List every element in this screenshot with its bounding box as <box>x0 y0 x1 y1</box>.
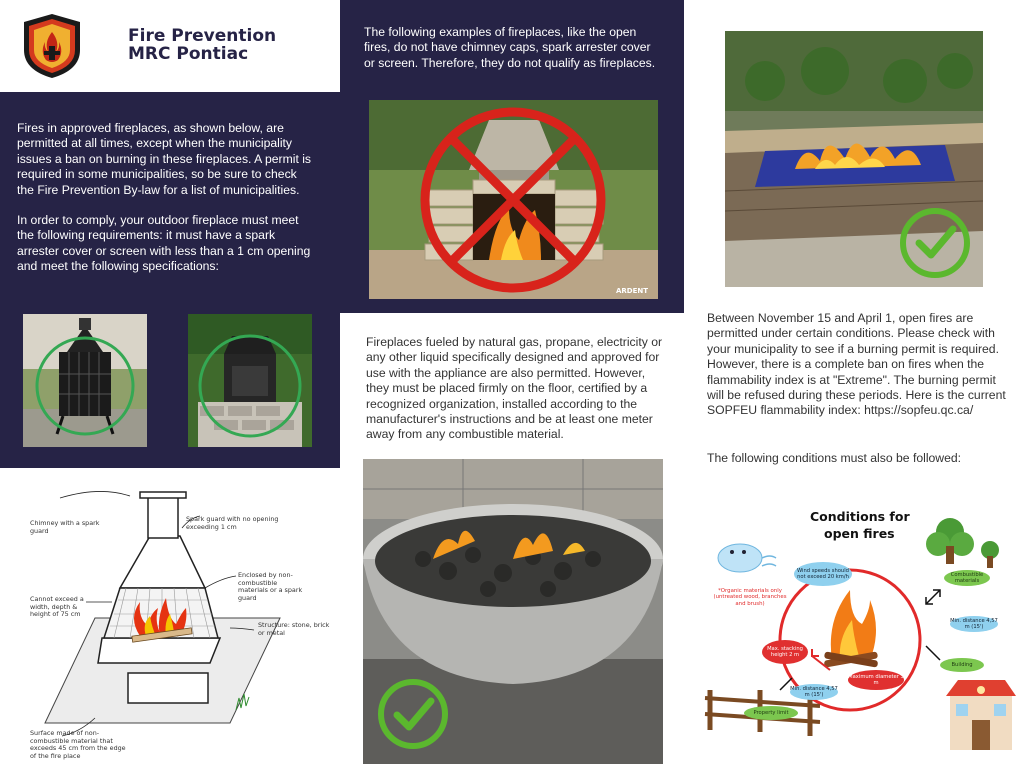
left-paragraph-1: Fires in approved fireplaces, as shown below, are permitted at all times, except when the municipality issues a ban on burning in these fireplaces. A permit is required in some municipalities, so be sure to check the Fire Prevention By-law for a list of municipalities. <box>17 121 312 197</box>
gas-fire-bowl-photo <box>363 459 663 764</box>
label-structure: Structure: stone, brick or metal <box>258 621 330 637</box>
middle-info-panel <box>340 0 684 313</box>
tag-min-distance-top: Min. distance 4,57 m (15') <box>950 618 998 630</box>
not-approved-fireplace-photo <box>369 100 658 299</box>
wind-cloud-icon <box>718 544 776 572</box>
gas-fire-pit-photo <box>725 31 983 287</box>
header <box>0 0 340 92</box>
label-surface: Surface made of non-combustible material that exceeds 45 cm from the edge of the fire place <box>30 729 126 760</box>
title-line-2: MRC Pontiac <box>128 44 249 64</box>
tree-icon <box>926 518 999 568</box>
approved-fireplace-photo-stone <box>188 314 312 447</box>
middle-paragraph-top: The following examples of fireplaces, like the open fires, do not have chimney caps, spark arrester cover or screen. Therefore, they do not qualify as fireplaces. <box>364 25 656 70</box>
tag-property-limit: Property limit <box>744 706 798 720</box>
tag-max-diameter: Maximum diameter 3 m <box>848 670 904 690</box>
tag-max-height: Max. stacking height 2 m <box>762 640 808 664</box>
approved-fireplace-photo-metal <box>23 314 147 447</box>
conditions-title-1: Conditions for <box>810 509 910 524</box>
conditions-infographic <box>700 500 1024 776</box>
label-enclosed: Enclosed by non-combustible materials or a spark guard <box>238 571 303 602</box>
left-paragraph-2: In order to comply, your outdoor fireplace must meet the following requirements: it must have a spark arrester cover or screen with less than a 1 cm opening and meet the following specifications: <box>17 213 311 274</box>
tag-building: Building <box>940 658 984 672</box>
campfire-icon <box>824 590 879 668</box>
left-info-panel <box>0 92 340 468</box>
label-dimensions: Cannot exceed a width, depth & height of 75 cm <box>30 595 84 619</box>
right-paragraph-1: Between November 15 and April 1, open fires are permitted under certain conditions. Please check with your municipality to see if a burning permit is required. However, there is a complete ban on fires when the flammability index is at "Extreme". The burning permit will be refused during these periods. Here is the current SOPFEU flammability index: https://sopfeu.qc.ca/ <box>707 311 1006 418</box>
photo-credit: ARDENT <box>615 287 648 295</box>
tag-wind-speed: Wind speeds should not exceed 20 km/h <box>794 562 852 586</box>
conditions-diagram <box>700 500 1024 776</box>
house-icon <box>946 680 1016 750</box>
tag-combustible: Combustible materials <box>944 570 990 586</box>
title-line-1: Fire Prevention <box>128 26 277 46</box>
tag-min-distance-bottom: Min. distance 4,57 m (15') <box>790 686 838 698</box>
tag-organic: *Organic materials only (untreated wood, branches and brush) <box>713 588 787 607</box>
label-spark-guard: Spark guard with no opening exceeding 1 cm <box>186 515 279 531</box>
middle-paragraph-gas: Fireplaces fueled by natural gas, propane, electricity or any other liquid specifically designed and approved for use with the appliance are also permitted. However, they must be placed firmly on the floor, certified by a recognized organization, installed according to the manufacturer's instructions and be at least one meter away from any combustible material. <box>366 335 663 442</box>
fireplace-diagram <box>0 468 340 776</box>
label-chimney: Chimney with a spark guard <box>30 519 100 535</box>
conditions-title-2: open fires <box>824 526 895 541</box>
right-paragraph-2: The following conditions must also be followed: <box>707 451 962 465</box>
mrc-pontiac-fire-logo <box>18 12 86 80</box>
